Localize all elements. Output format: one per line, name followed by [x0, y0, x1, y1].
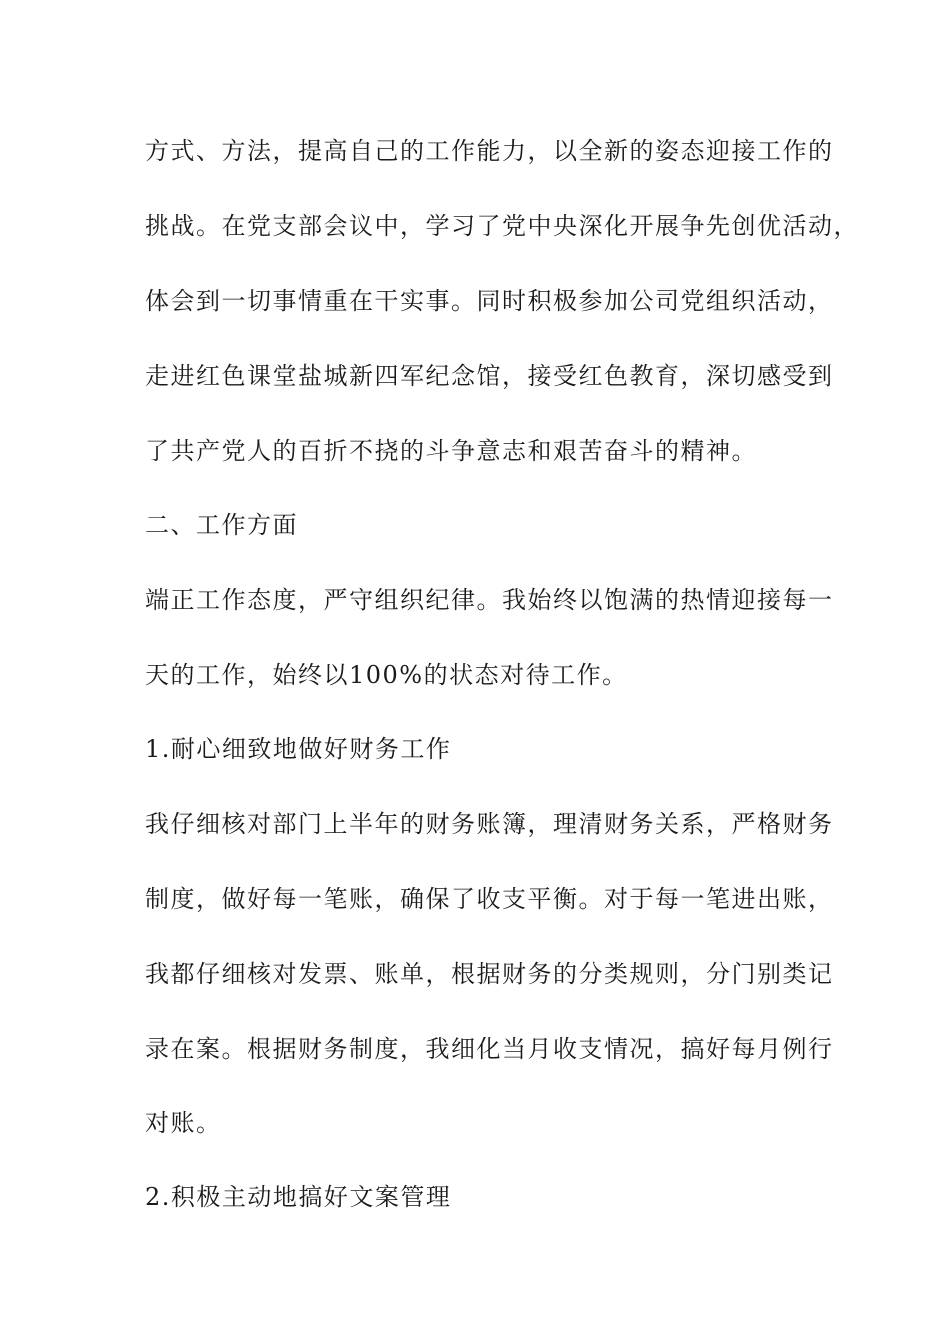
paragraph-line: 制度，做好每一笔账，确保了收支平衡。对于每一笔进出账，: [145, 885, 834, 913]
paragraph-line: 我仔细核对部门上半年的财务账簿，理清财务关系，严格财务: [145, 810, 834, 838]
paragraph-line: 天的工作，始终以100%的状态对待工作。: [145, 661, 628, 689]
paragraph-line: 走进红色课堂盐城新四军纪念馆，接受红色教育，深切感受到: [145, 362, 834, 390]
paragraph-line: 了共产党人的百折不挠的斗争意志和艰苦奋斗的精神。: [145, 437, 757, 465]
subsection-heading: 2.积极主动地搞好文案管理: [145, 1183, 452, 1211]
paragraph-line: 端正工作态度，严守组织纪律。我始终以饱满的热情迎接每一: [145, 586, 834, 614]
subsection-heading: 1.耐心细致地做好财务工作: [145, 735, 452, 763]
section-heading: 二、工作方面: [145, 511, 298, 539]
paragraph-line: 录在案。根据财务制度，我细化当月收支情况，搞好每月例行: [145, 1035, 834, 1063]
paragraph-line: 我都仔细核对发票、账单，根据财务的分类规则，分门别类记: [145, 960, 834, 988]
paragraph-line: 对账。: [145, 1109, 222, 1137]
paragraph-line: 挑战。在党支部会议中，学习了党中央深化开展争先创优活动，: [145, 212, 859, 240]
paragraph-line: 方式、方法，提高自己的工作能力，以全新的姿态迎接工作的: [145, 137, 834, 165]
paragraph-line: 体会到一切事情重在干实事。同时积极参加公司党组织活动，: [145, 287, 834, 315]
